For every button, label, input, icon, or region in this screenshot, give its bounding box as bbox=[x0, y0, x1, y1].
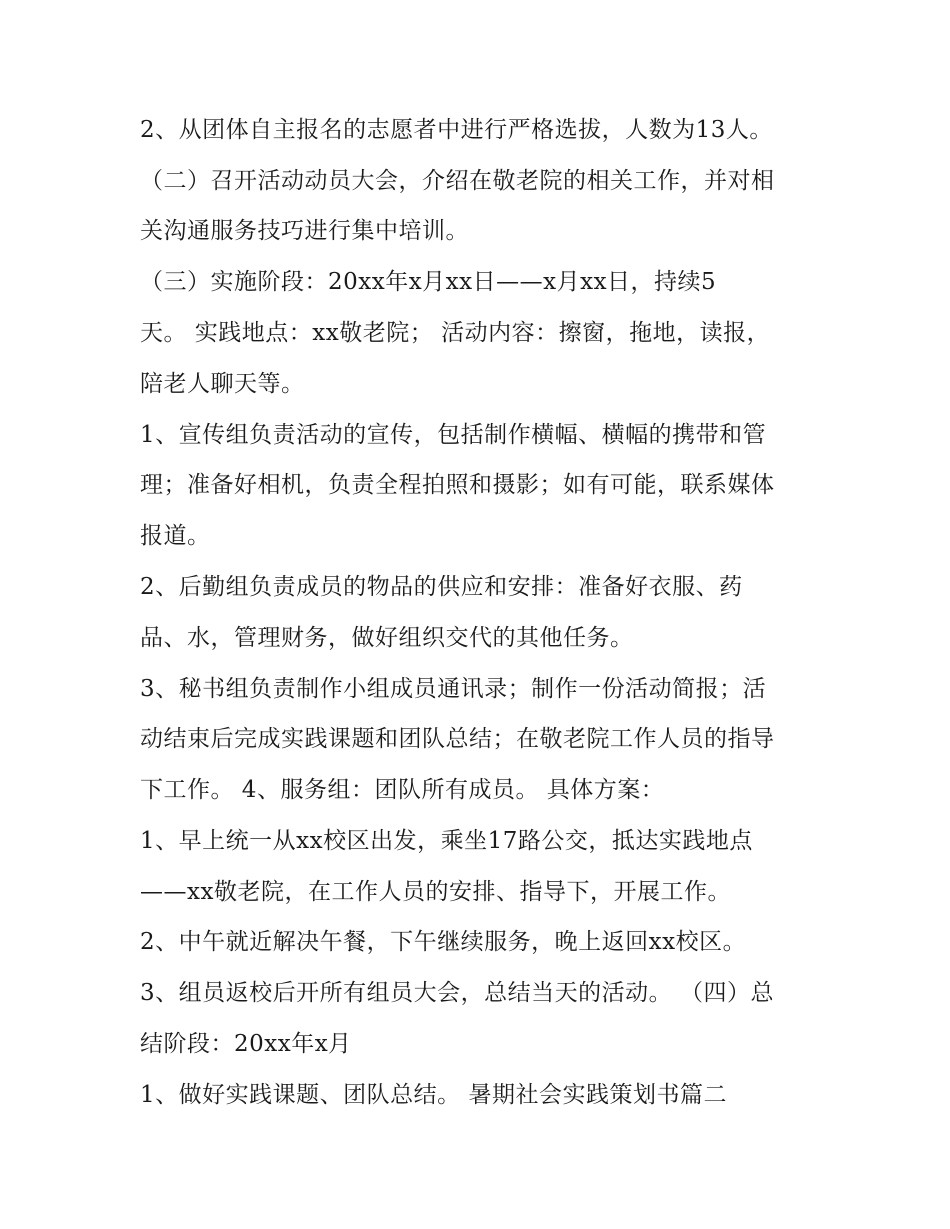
text-line: 2、后勤组负责成员的物品的供应和安排：准备好衣服、药 bbox=[140, 574, 743, 600]
text-line: ——xx敬老院，在工作人员的安排、指导下，开展工作。 bbox=[140, 879, 731, 905]
text-line: 动结束后完成实践课题和团队总结；在敬老院工作人员的指导 bbox=[140, 726, 775, 752]
text-line: 2、中午就近解决午餐，下午继续服务，晚上返回xx校区。 bbox=[140, 929, 747, 955]
text-line: 天。 实践地点：xx敬老院； 活动内容：擦窗，拖地，读报， bbox=[140, 320, 771, 346]
text-line: 3、组员返校后开所有组员大会，总结当天的活动。 （四）总 bbox=[140, 980, 774, 1006]
text-line: 下工作。 4、服务组：团队所有成员。 具体方案： bbox=[140, 777, 665, 803]
text-line: 关沟通服务技巧进行集中培训。 bbox=[140, 218, 469, 244]
text-line: 1、早上统一从xx校区出发，乘坐17路公交，抵达实践地点 bbox=[140, 828, 753, 854]
text-line: 1、宣传组负责活动的宣传，包括制作横幅、横幅的携带和管 bbox=[140, 422, 767, 448]
text-line: （二）召开活动动员大会，介绍在敬老院的相关工作，并对相 bbox=[140, 168, 775, 194]
text-line: 报道。 bbox=[140, 523, 211, 549]
text-line: 结阶段：20xx年x月 bbox=[140, 1031, 352, 1057]
text-line: 3、秘书组负责制作小组成员通讯录；制作一份活动简报；活 bbox=[140, 676, 767, 702]
text-line: 品、水，管理财务，做好组织交代的其他任务。 bbox=[140, 625, 634, 651]
text-line: 1、做好实践课题、团队总结。 暑期社会实践策划书篇二 bbox=[140, 1082, 727, 1108]
text-line: （三）实施阶段：20xx年x月xx日——x月xx日，持续5 bbox=[140, 269, 717, 295]
text-line: 陪老人聊天等。 bbox=[140, 371, 305, 397]
text-line: 2、从团体自主报名的志愿者中进行严格选拔，人数为13人。 bbox=[140, 117, 773, 143]
text-line: 理；准备好相机，负责全程拍照和摄影；如有可能，联系媒体 bbox=[140, 472, 775, 498]
